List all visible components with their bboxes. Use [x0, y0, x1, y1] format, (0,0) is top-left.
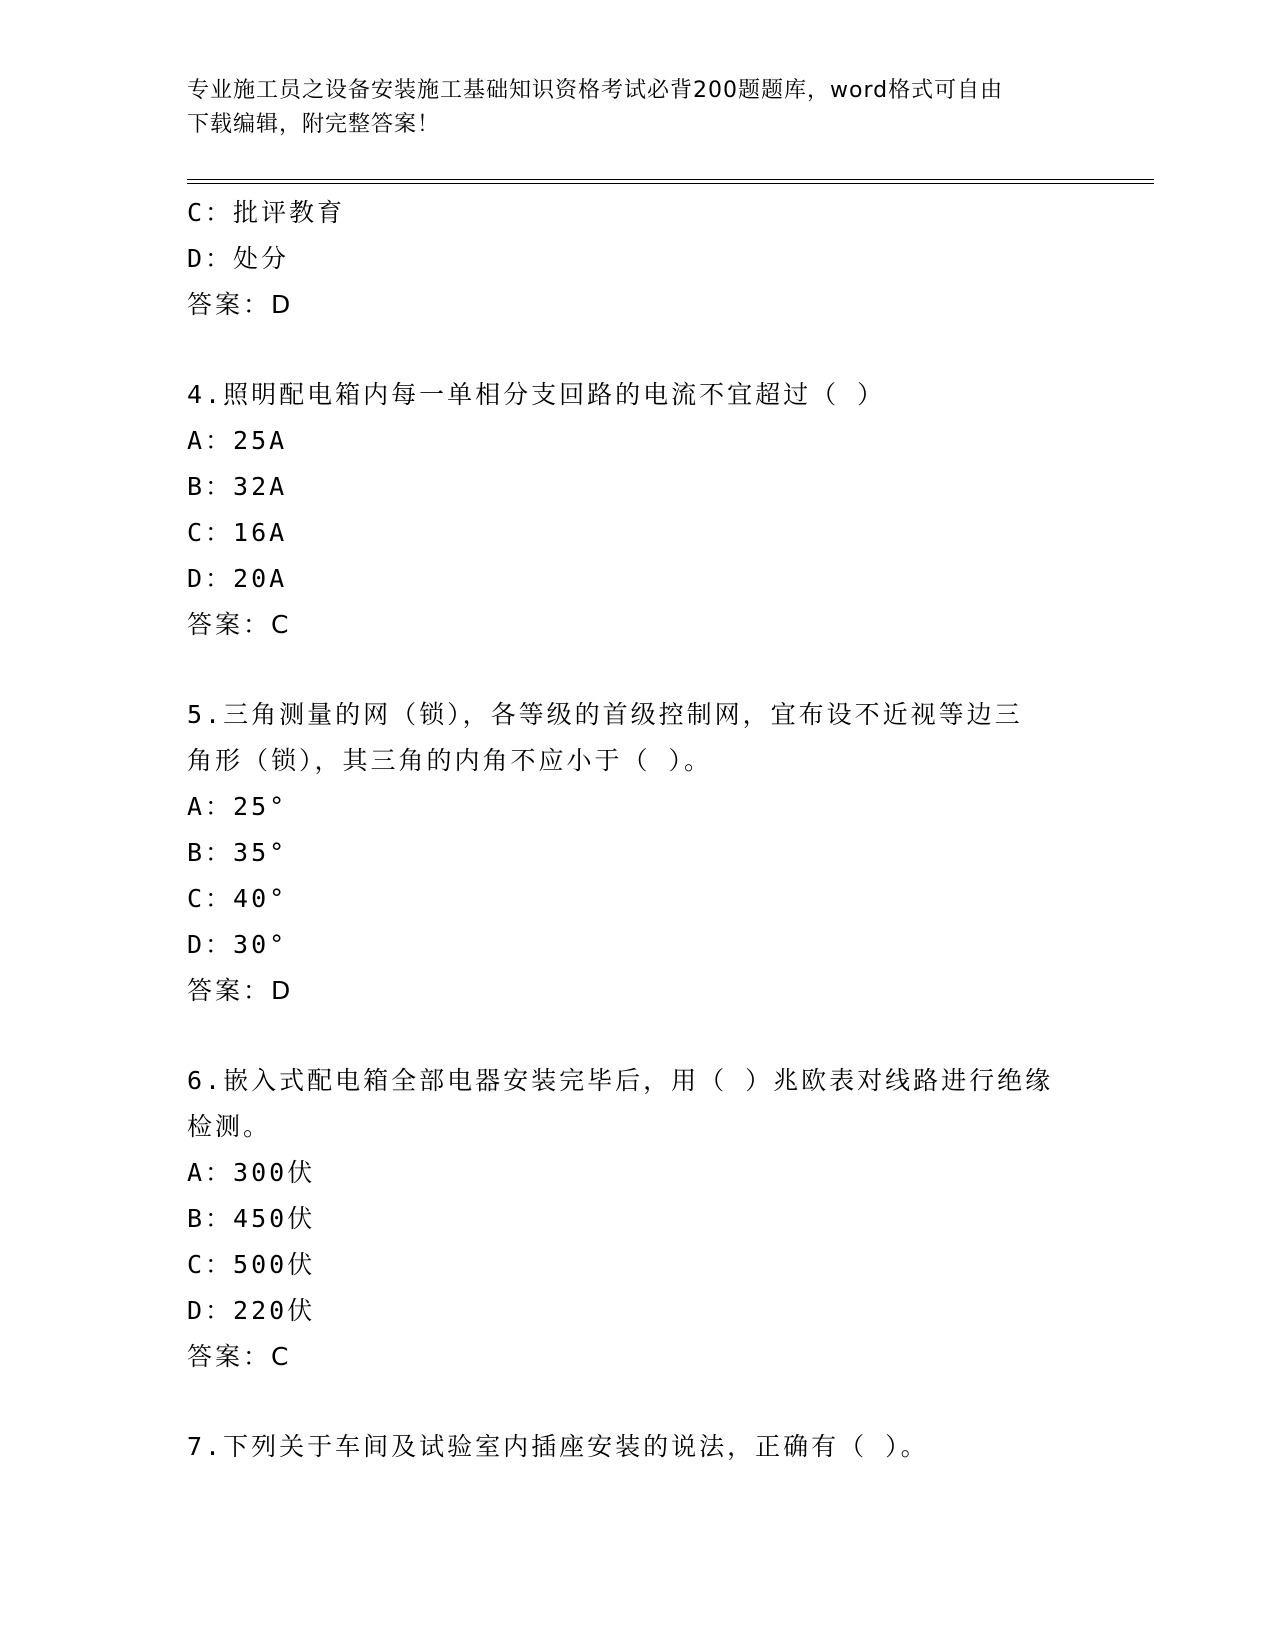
question-4: [187, 372, 1087, 648]
option-c: C：500伏: [187, 1250, 316, 1279]
header-divider-bottom: [187, 183, 1154, 184]
option-a: A：25°: [187, 792, 288, 821]
option-c: C：批评教育: [187, 198, 346, 227]
option-d: D：30°: [187, 930, 288, 959]
option-c: C：40°: [187, 884, 288, 913]
question-6: [187, 1058, 1087, 1380]
answer: 答案：C: [187, 1342, 292, 1371]
question-list: [187, 190, 1087, 1470]
answer: 答案：C: [187, 610, 292, 639]
option-b: B：32A: [187, 472, 288, 501]
option-d: D：20A: [187, 564, 288, 593]
option-a: A：300伏: [187, 1158, 316, 1187]
question-text-line-1: 5.三角测量的网（锁），各等级的首级控制网，宜布设不近视等边三: [187, 700, 1023, 729]
option-d: D：处分: [187, 244, 290, 273]
option-d: D：220伏: [187, 1296, 316, 1325]
answer: 答案：D: [187, 290, 294, 319]
question-text: 4.照明配电箱内每一单相分支回路的电流不宜超过（ ）: [187, 380, 886, 409]
question-7: [187, 1424, 1087, 1470]
document-header: [187, 74, 1067, 142]
header-line-2: 下载编辑，附完整答案！: [187, 112, 441, 137]
question-text-line-2: 检测。: [187, 1112, 272, 1141]
option-b: B：450伏: [187, 1204, 316, 1233]
question-3-tail: [187, 190, 1087, 328]
question-text-line-2: 角形（锁），其三角的内角不应小于（ ）。: [187, 746, 713, 775]
header-line-1: 专业施工员之设备安装施工基础知识资格考试必背200题题库，word格式可自由: [187, 78, 1004, 103]
answer: 答案：D: [187, 976, 294, 1005]
question-text: 7.下列关于车间及试验室内插座安装的说法，正确有（ ）。: [187, 1432, 929, 1461]
option-a: A：25A: [187, 426, 288, 455]
header-divider-top: [187, 179, 1154, 180]
option-b: B：35°: [187, 838, 288, 867]
option-c: C：16A: [187, 518, 288, 547]
question-5: [187, 692, 1087, 1014]
question-text-line-1: 6.嵌入式配电箱全部电器安装完毕后，用（ ）兆欧表对线路进行绝缘: [187, 1066, 1054, 1095]
